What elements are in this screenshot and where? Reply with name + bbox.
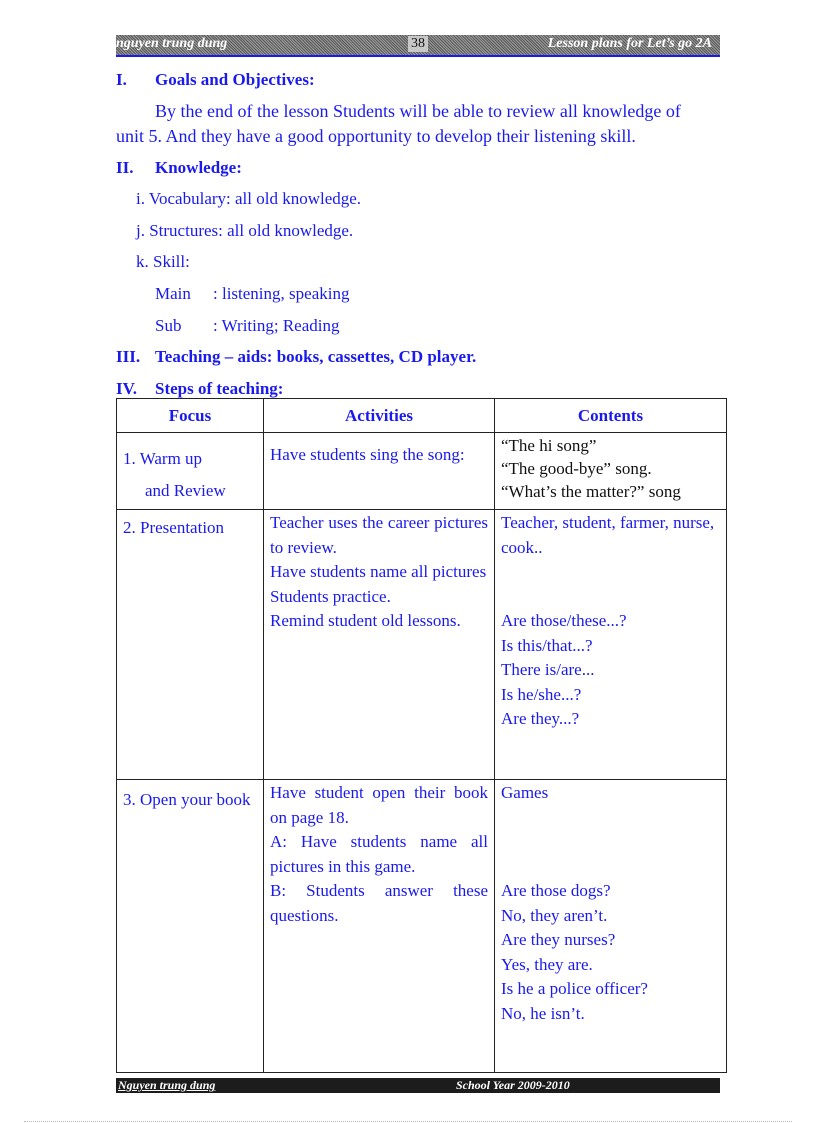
activity-line: Have students sing the song: — [270, 445, 465, 464]
activity-line: Students practice. — [270, 586, 391, 606]
footer-school-year: School Year 2009-2010 — [456, 1078, 570, 1092]
content-line: Yes, they are. — [501, 954, 593, 974]
content-line: Are those/these...? — [501, 611, 627, 630]
activity-line: A: Have students name all pictures in this game. — [270, 832, 488, 876]
content-line: Is he/she...? — [501, 684, 582, 704]
activity-line: Teacher uses the career pictures to review. — [270, 513, 488, 557]
page-header — [116, 35, 720, 55]
focus-text: 2. Presentation — [123, 518, 225, 537]
content-line: Are those dogs? — [501, 881, 611, 900]
vocabulary-item: i. Vocabulary: all old knowledge. — [136, 189, 362, 208]
content-line: Is this/that...? — [501, 635, 593, 655]
sub-skill-label: Sub — [155, 316, 182, 335]
header-author: nguyen trung dung — [116, 36, 228, 51]
focus-cell — [117, 780, 264, 1073]
table-header-row — [117, 399, 727, 433]
content-line: “The hi song” — [501, 436, 597, 455]
contents-cell — [495, 780, 727, 1073]
content-line: Games — [501, 783, 549, 802]
section4-title: Steps of teaching: — [155, 379, 284, 398]
contents-cell — [495, 433, 727, 510]
sub-skill-value: : Writing; Reading — [213, 316, 340, 335]
section1-title: Goals and Objectives: — [155, 70, 315, 89]
page-footer — [116, 1078, 720, 1093]
main-skill-value: : listening, speaking — [213, 284, 350, 303]
content-line: “What’s the matter?” song — [501, 482, 681, 501]
focus-text: 3. Open your book — [123, 790, 251, 809]
activities-cell — [264, 433, 495, 510]
activity-line: Remind student old lessons. — [270, 611, 461, 630]
focus-cell — [117, 433, 264, 510]
activities-cell — [264, 510, 495, 780]
focus-text: and Review — [145, 481, 226, 500]
content-line: Are they...? — [501, 709, 580, 728]
contents-header: Contents — [495, 399, 727, 433]
header-title: Lesson plans for Let’s go 2A — [547, 36, 712, 51]
content-line: Is he a police officer? — [501, 979, 648, 998]
steps-table — [116, 398, 727, 1073]
section1-number: I. — [116, 70, 127, 89]
focus-cell — [117, 510, 264, 780]
section1-paragraph-line2: unit 5. And they have a good opportunity to develop their listening skill. — [116, 126, 636, 146]
skill-item: k. Skill: — [136, 252, 190, 271]
content-line: Teacher, student, farmer, nurse, cook.. — [501, 513, 715, 557]
section2-number: II. — [116, 158, 134, 177]
activity-line: Have students name all pictures — [270, 562, 487, 581]
section1-paragraph-line1: By the end of the lesson Students will be able to review all knowledge of — [155, 101, 681, 121]
activities-header: Activities — [264, 399, 495, 433]
content-line: “The good-bye” song. — [501, 459, 652, 478]
section3-number: III. — [116, 347, 141, 366]
footer-author: Nguyen trung dung — [118, 1078, 216, 1092]
page-bottom-divider — [24, 1121, 792, 1122]
content-line: Are they nurses? — [501, 930, 616, 949]
section3-title: Teaching – aids: books, cassettes, CD player. — [155, 347, 477, 366]
table-row — [117, 510, 727, 780]
content-line: There is/are... — [501, 660, 595, 679]
structures-item: j. Structures: all old knowledge. — [136, 221, 354, 240]
content-line: No, he isn’t. — [501, 1003, 585, 1023]
page-number: 38 — [408, 36, 428, 52]
header-rule — [116, 55, 720, 57]
table-row — [117, 433, 727, 510]
focus-header: Focus — [117, 399, 264, 433]
activities-cell — [264, 780, 495, 1073]
table-row — [117, 780, 727, 1073]
contents-cell — [495, 510, 727, 780]
focus-text: 1. Warm up — [123, 449, 203, 468]
main-skill-label: Main — [155, 284, 191, 303]
activity-line: B: Students answer these questions. — [270, 881, 488, 925]
section2-title: Knowledge: — [155, 158, 242, 177]
section4-number: IV. — [116, 379, 137, 398]
activity-line: Have student open their book on page 18. — [270, 783, 488, 827]
content-line: No, they aren’t. — [501, 905, 608, 925]
